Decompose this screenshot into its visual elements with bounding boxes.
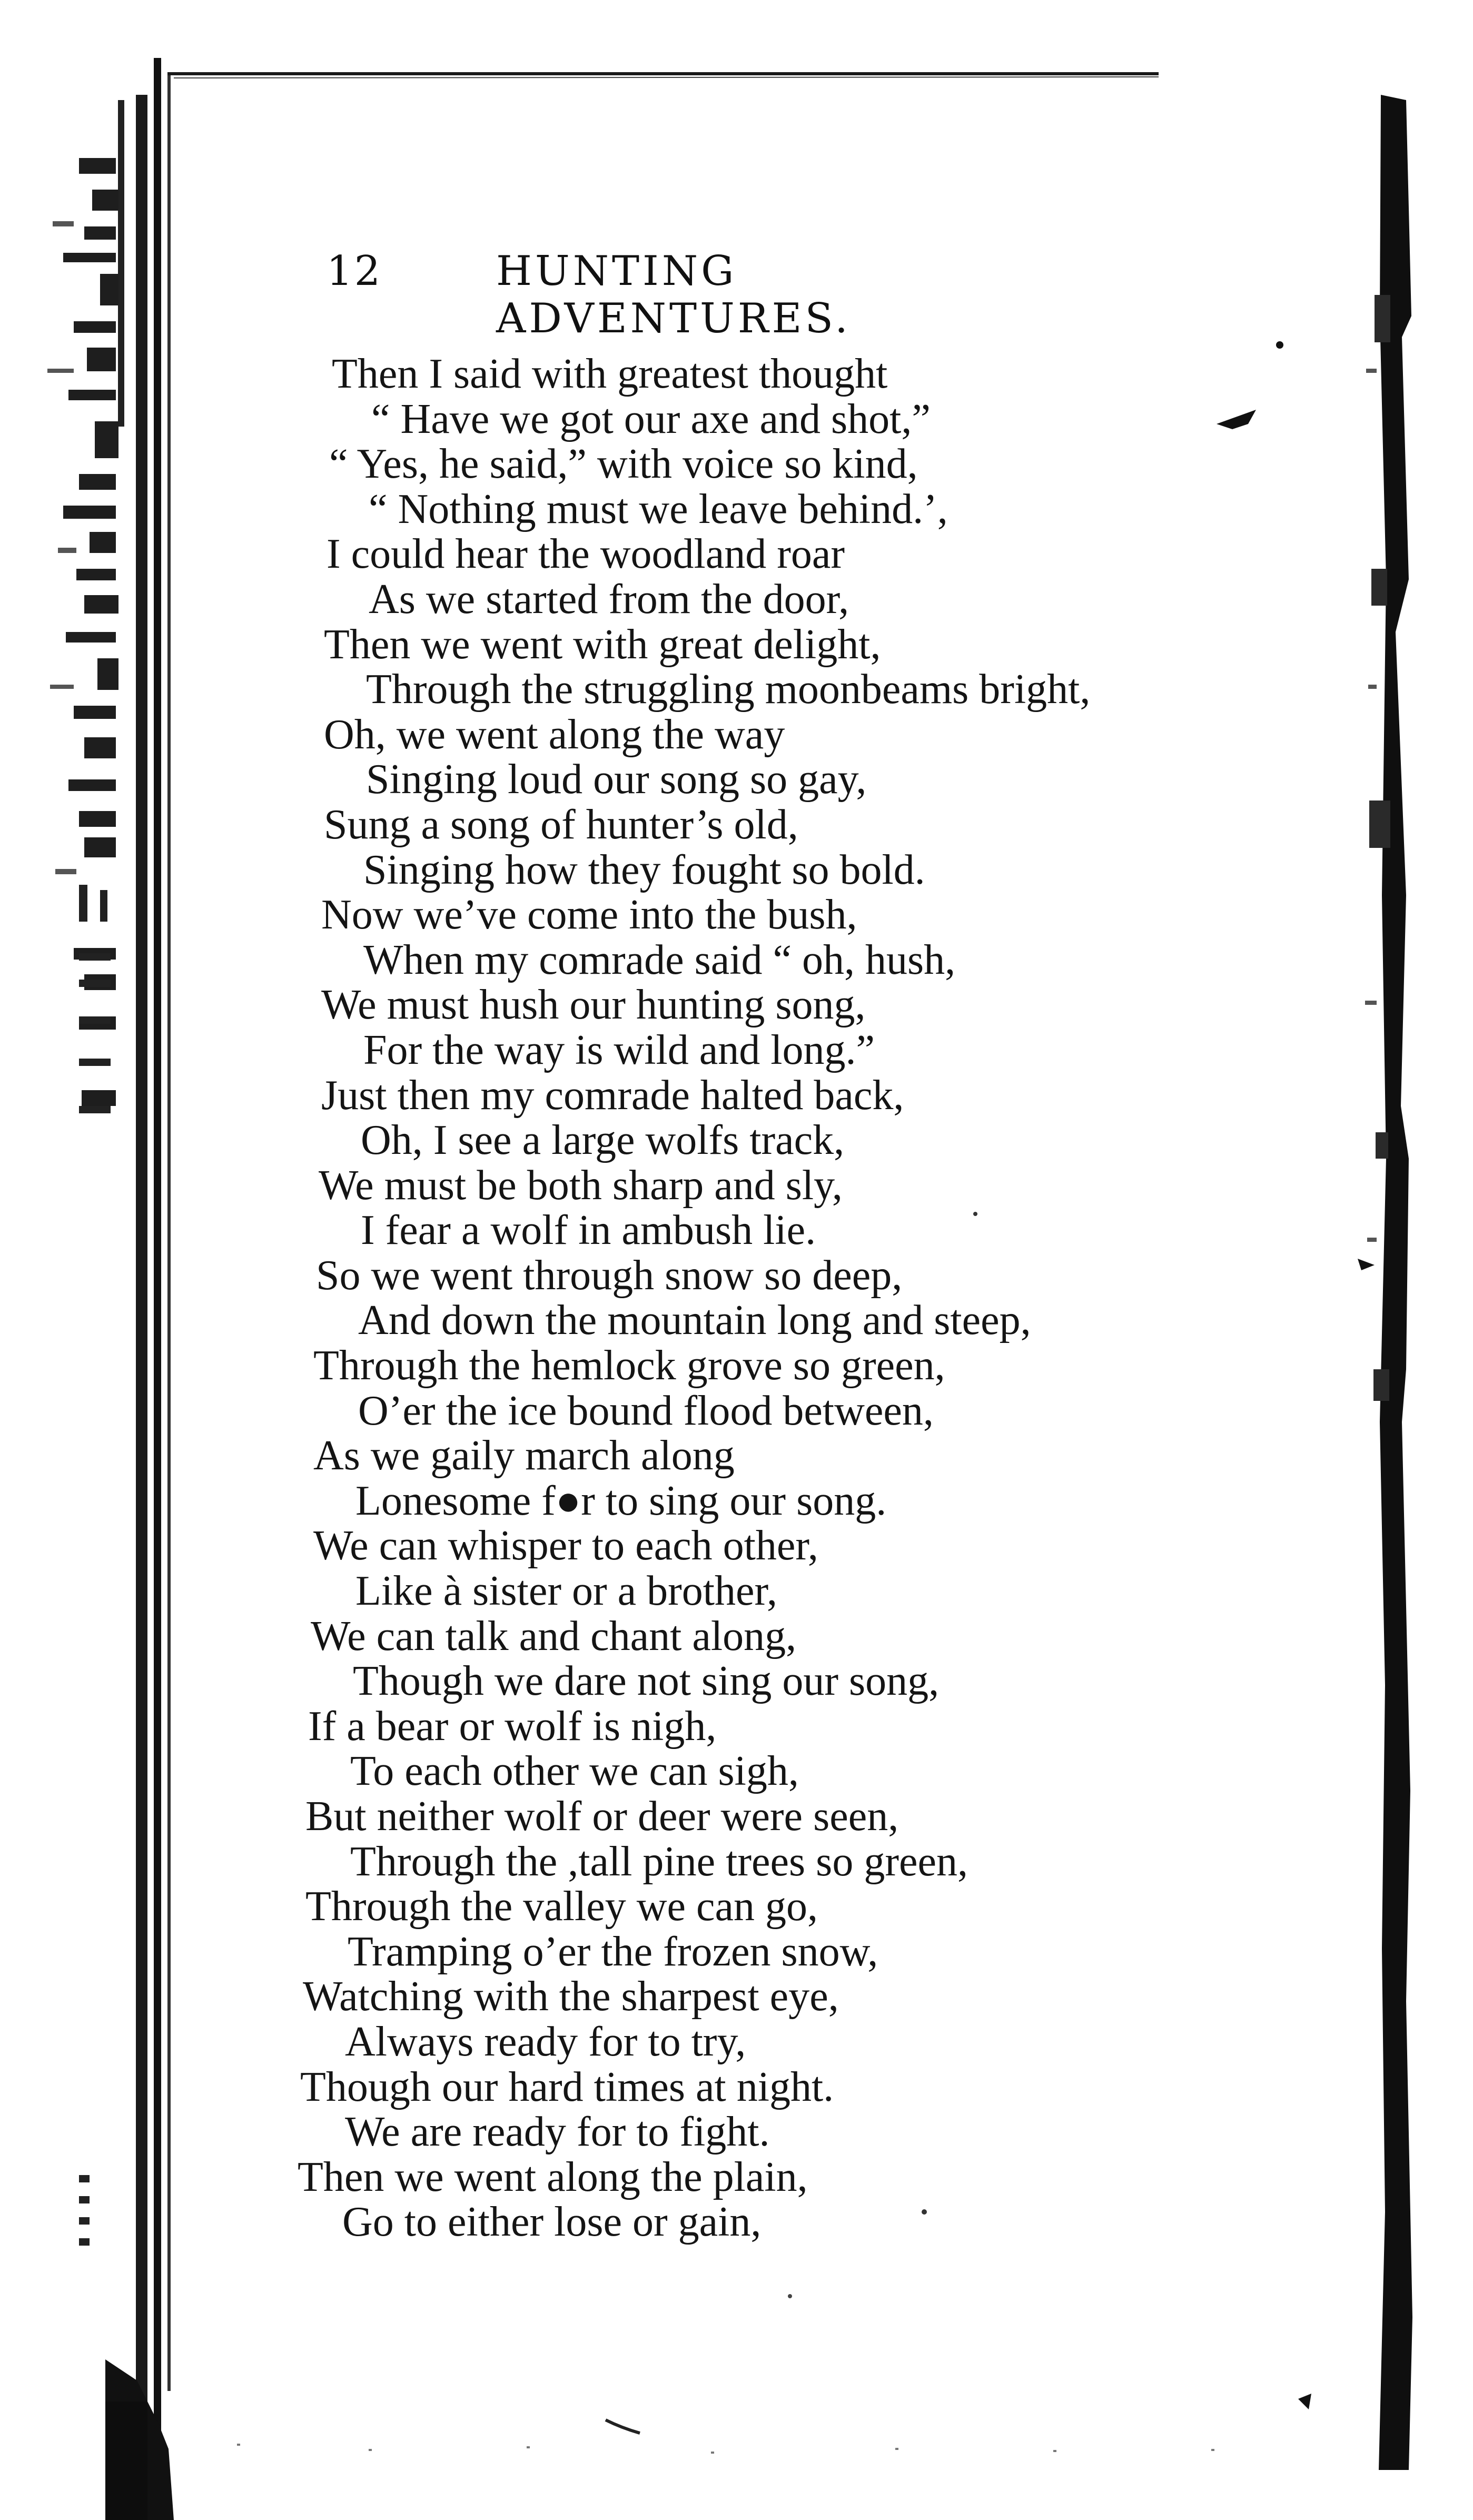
poem-line: We are ready for to fight. [345, 2109, 770, 2156]
left-binding-edge [0, 0, 174, 2520]
poem-line: So we went through snow so deep, [316, 1252, 903, 1299]
poem-line: Like à sister or a brother, [355, 1568, 777, 1615]
page-number: 12 [327, 248, 382, 295]
poem-line: As we started from the door, [369, 576, 849, 622]
poem-line: Then I said with greatest thought [332, 351, 888, 397]
poem-line: Through the struggling moonbeams bright, [366, 666, 1091, 713]
running-head [327, 248, 1095, 342]
poem-line: Now we’ve come into the bush, [321, 892, 857, 938]
poem-line: But neither wolf or deer were seen, [305, 1793, 899, 1840]
poem-line: Then we went along the plain, [298, 2153, 808, 2200]
poem-line: Through the valley we can go, [305, 1883, 818, 1930]
poem [295, 352, 1348, 2245]
page-title: HUNTING ADVENTURES. [496, 248, 851, 342]
poem-line: Watching with the sharpest eye, [303, 1973, 839, 2020]
poem-line: As we gaily march along [313, 1432, 735, 1479]
poem-line: Though our hard times at night. [300, 2063, 834, 2110]
poem-line: When my comrade said “ oh, hush, [363, 936, 956, 983]
poem-line: Just then my comrade halted back, [321, 1072, 904, 1119]
poem-line: Tramping o’er the frozen snow, [348, 1928, 878, 1975]
poem-line: “ Yes, he said,” with voice so kind, [329, 441, 918, 488]
poem-line: And down the mountain long and steep, [358, 1297, 1031, 1344]
poem-line: We must hush our hunting song, [321, 982, 866, 1029]
poem-line: We can whisper to each other, [313, 1523, 818, 1569]
poem-line: If a bear or wolf is nigh, [308, 1703, 717, 1750]
poem-line: We must be both sharp and sly, [319, 1162, 843, 1209]
poem-line: Then we went with great delight, [324, 621, 881, 668]
left-edge-artwork [0, 0, 174, 2520]
poem-line: To each other we can sigh, [350, 1748, 799, 1795]
poem-line: Sung a song of hunter’s old, [324, 801, 798, 848]
right-page-edge [1364, 0, 1473, 2520]
poem-line: I fear a wolf in ambush lie. [361, 1207, 816, 1254]
poem-line: I could hear the woodland roar [327, 531, 845, 578]
poem-line: Always ready for to try, [345, 2018, 746, 2065]
poem-line: Oh, we went along the way [324, 711, 785, 758]
poem-line: “ Nothing must we leave behind.’, [369, 486, 948, 532]
poem-line: For the way is wild and long.” [363, 1026, 875, 1073]
poem-line: Through the hemlock grove so green, [313, 1342, 945, 1389]
poem-line: Oh, I see a large wolfs track, [361, 1117, 845, 1164]
poem-line: “ Have we got our axe and shot,” [371, 396, 931, 442]
poem-line: Singing loud our song so gay, [366, 756, 867, 803]
poem-line: We can talk and chant along, [311, 1613, 797, 1659]
right-edge-artwork [1364, 0, 1473, 2520]
poem-line: Singing how they fought so bold. [363, 846, 925, 893]
poem-line: O’er the ice bound flood between, [358, 1387, 934, 1434]
poem-line: Through the ,tall pine trees so green, [350, 1838, 968, 1885]
poem-line: Though we dare not sing our song, [353, 1658, 940, 1705]
poem-line: Go to either lose or gain, [342, 2199, 762, 2246]
poem-line: Lonesome f●r to sing our song. [355, 1477, 887, 1524]
